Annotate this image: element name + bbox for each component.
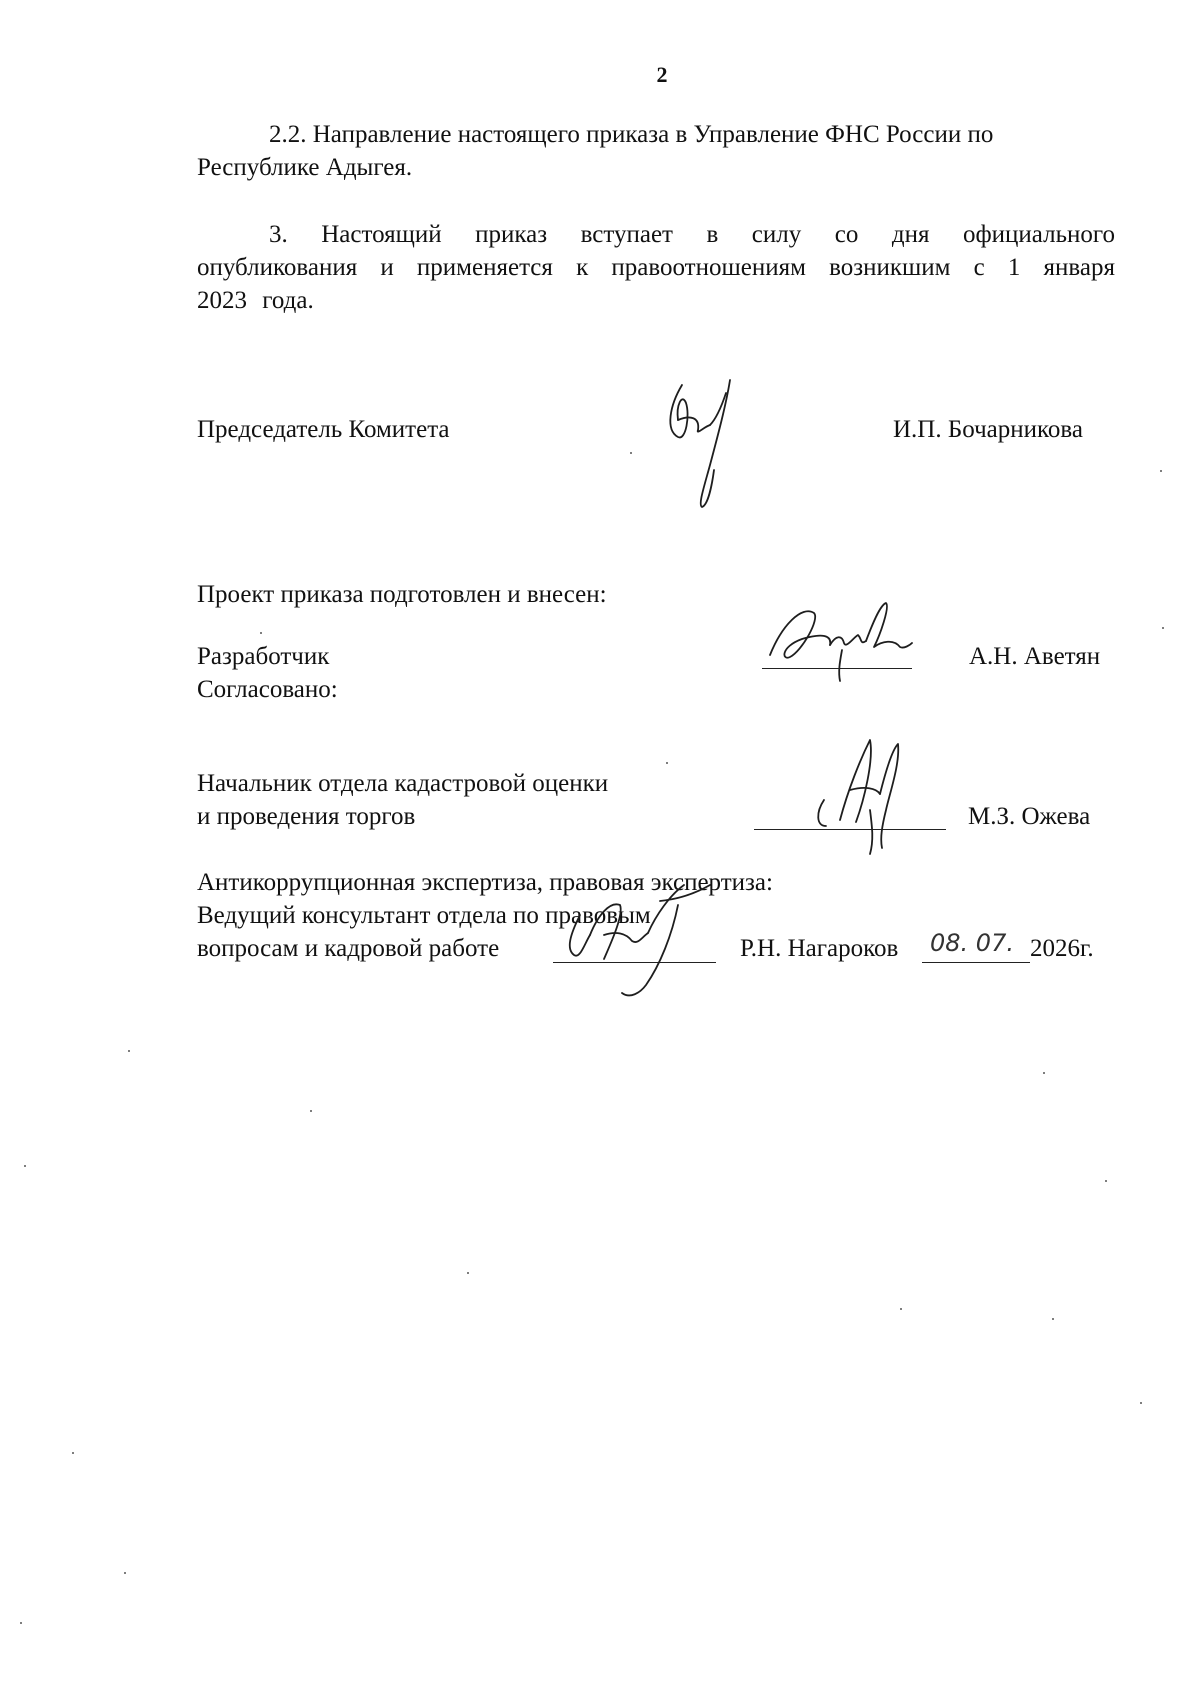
- scan-speck: [260, 632, 262, 634]
- scan-speck: [666, 762, 668, 764]
- expertise-name: Р.Н. Нагароков: [740, 935, 899, 962]
- paragraph-2-2-line-1: 2.2. Направление настоящего приказа в Управление ФНС России по: [269, 121, 994, 148]
- chairman-title: Председатель Комитета: [197, 416, 450, 443]
- expertise-line-1: Ведущий консультант отдела по правовым: [197, 902, 651, 929]
- expertise-handwritten-date: 08. 07.: [930, 929, 1014, 957]
- developer-label: Разработчик: [197, 643, 330, 670]
- scan-speck: [20, 1622, 22, 1624]
- developer-name: А.Н. Аветян: [969, 643, 1101, 670]
- developer-signature: [762, 595, 922, 685]
- paragraph-2-2-line-2: Республике Адыгея.: [197, 154, 413, 181]
- scan-speck: [124, 1572, 126, 1574]
- project-heading: Проект приказа подготовлен и внесен:: [197, 581, 607, 608]
- expertise-line-2: вопросам и кадровой работе: [197, 935, 500, 962]
- head-of-department-signature: [810, 730, 930, 860]
- scan-speck: [467, 1272, 469, 1274]
- scan-speck: [128, 1050, 130, 1052]
- scan-speck: [310, 1110, 312, 1112]
- head-of-department-name: М.З. Ожева: [968, 803, 1091, 830]
- expertise-date-line: [922, 962, 1030, 963]
- expertise-heading: Антикоррупционная экспертиза, правовая экспертиза:: [197, 869, 773, 896]
- scan-speck: [1160, 470, 1162, 472]
- scan-speck: [1140, 1402, 1142, 1404]
- page-number: 2: [656, 62, 668, 87]
- scan-speck: [1043, 1072, 1045, 1074]
- chairman-signature: [660, 375, 770, 515]
- scan-speck: [1162, 627, 1164, 629]
- scan-speck: [1105, 1180, 1107, 1182]
- scan-speck: [72, 1452, 74, 1454]
- expertise-year: 2026г.: [1030, 935, 1094, 962]
- paragraph-3: 3. Настоящий приказ вступает в силу со дня официального опубликования и применяется к правоотношениям возникшим с 1 января 2023 года.: [197, 221, 1115, 314]
- head-of-department-line-1: Начальник отдела кадастровой оценки: [197, 770, 609, 797]
- agreed-label: Согласовано:: [197, 676, 338, 703]
- scan-speck: [900, 1308, 902, 1310]
- expertise-signature: [560, 875, 720, 1005]
- head-of-department-line-2: и проведения торгов: [197, 803, 416, 830]
- scan-speck: [1052, 1318, 1054, 1320]
- scan-speck: [630, 452, 632, 454]
- chairman-name: И.П. Бочарникова: [893, 416, 1083, 443]
- scan-speck: [24, 1165, 26, 1167]
